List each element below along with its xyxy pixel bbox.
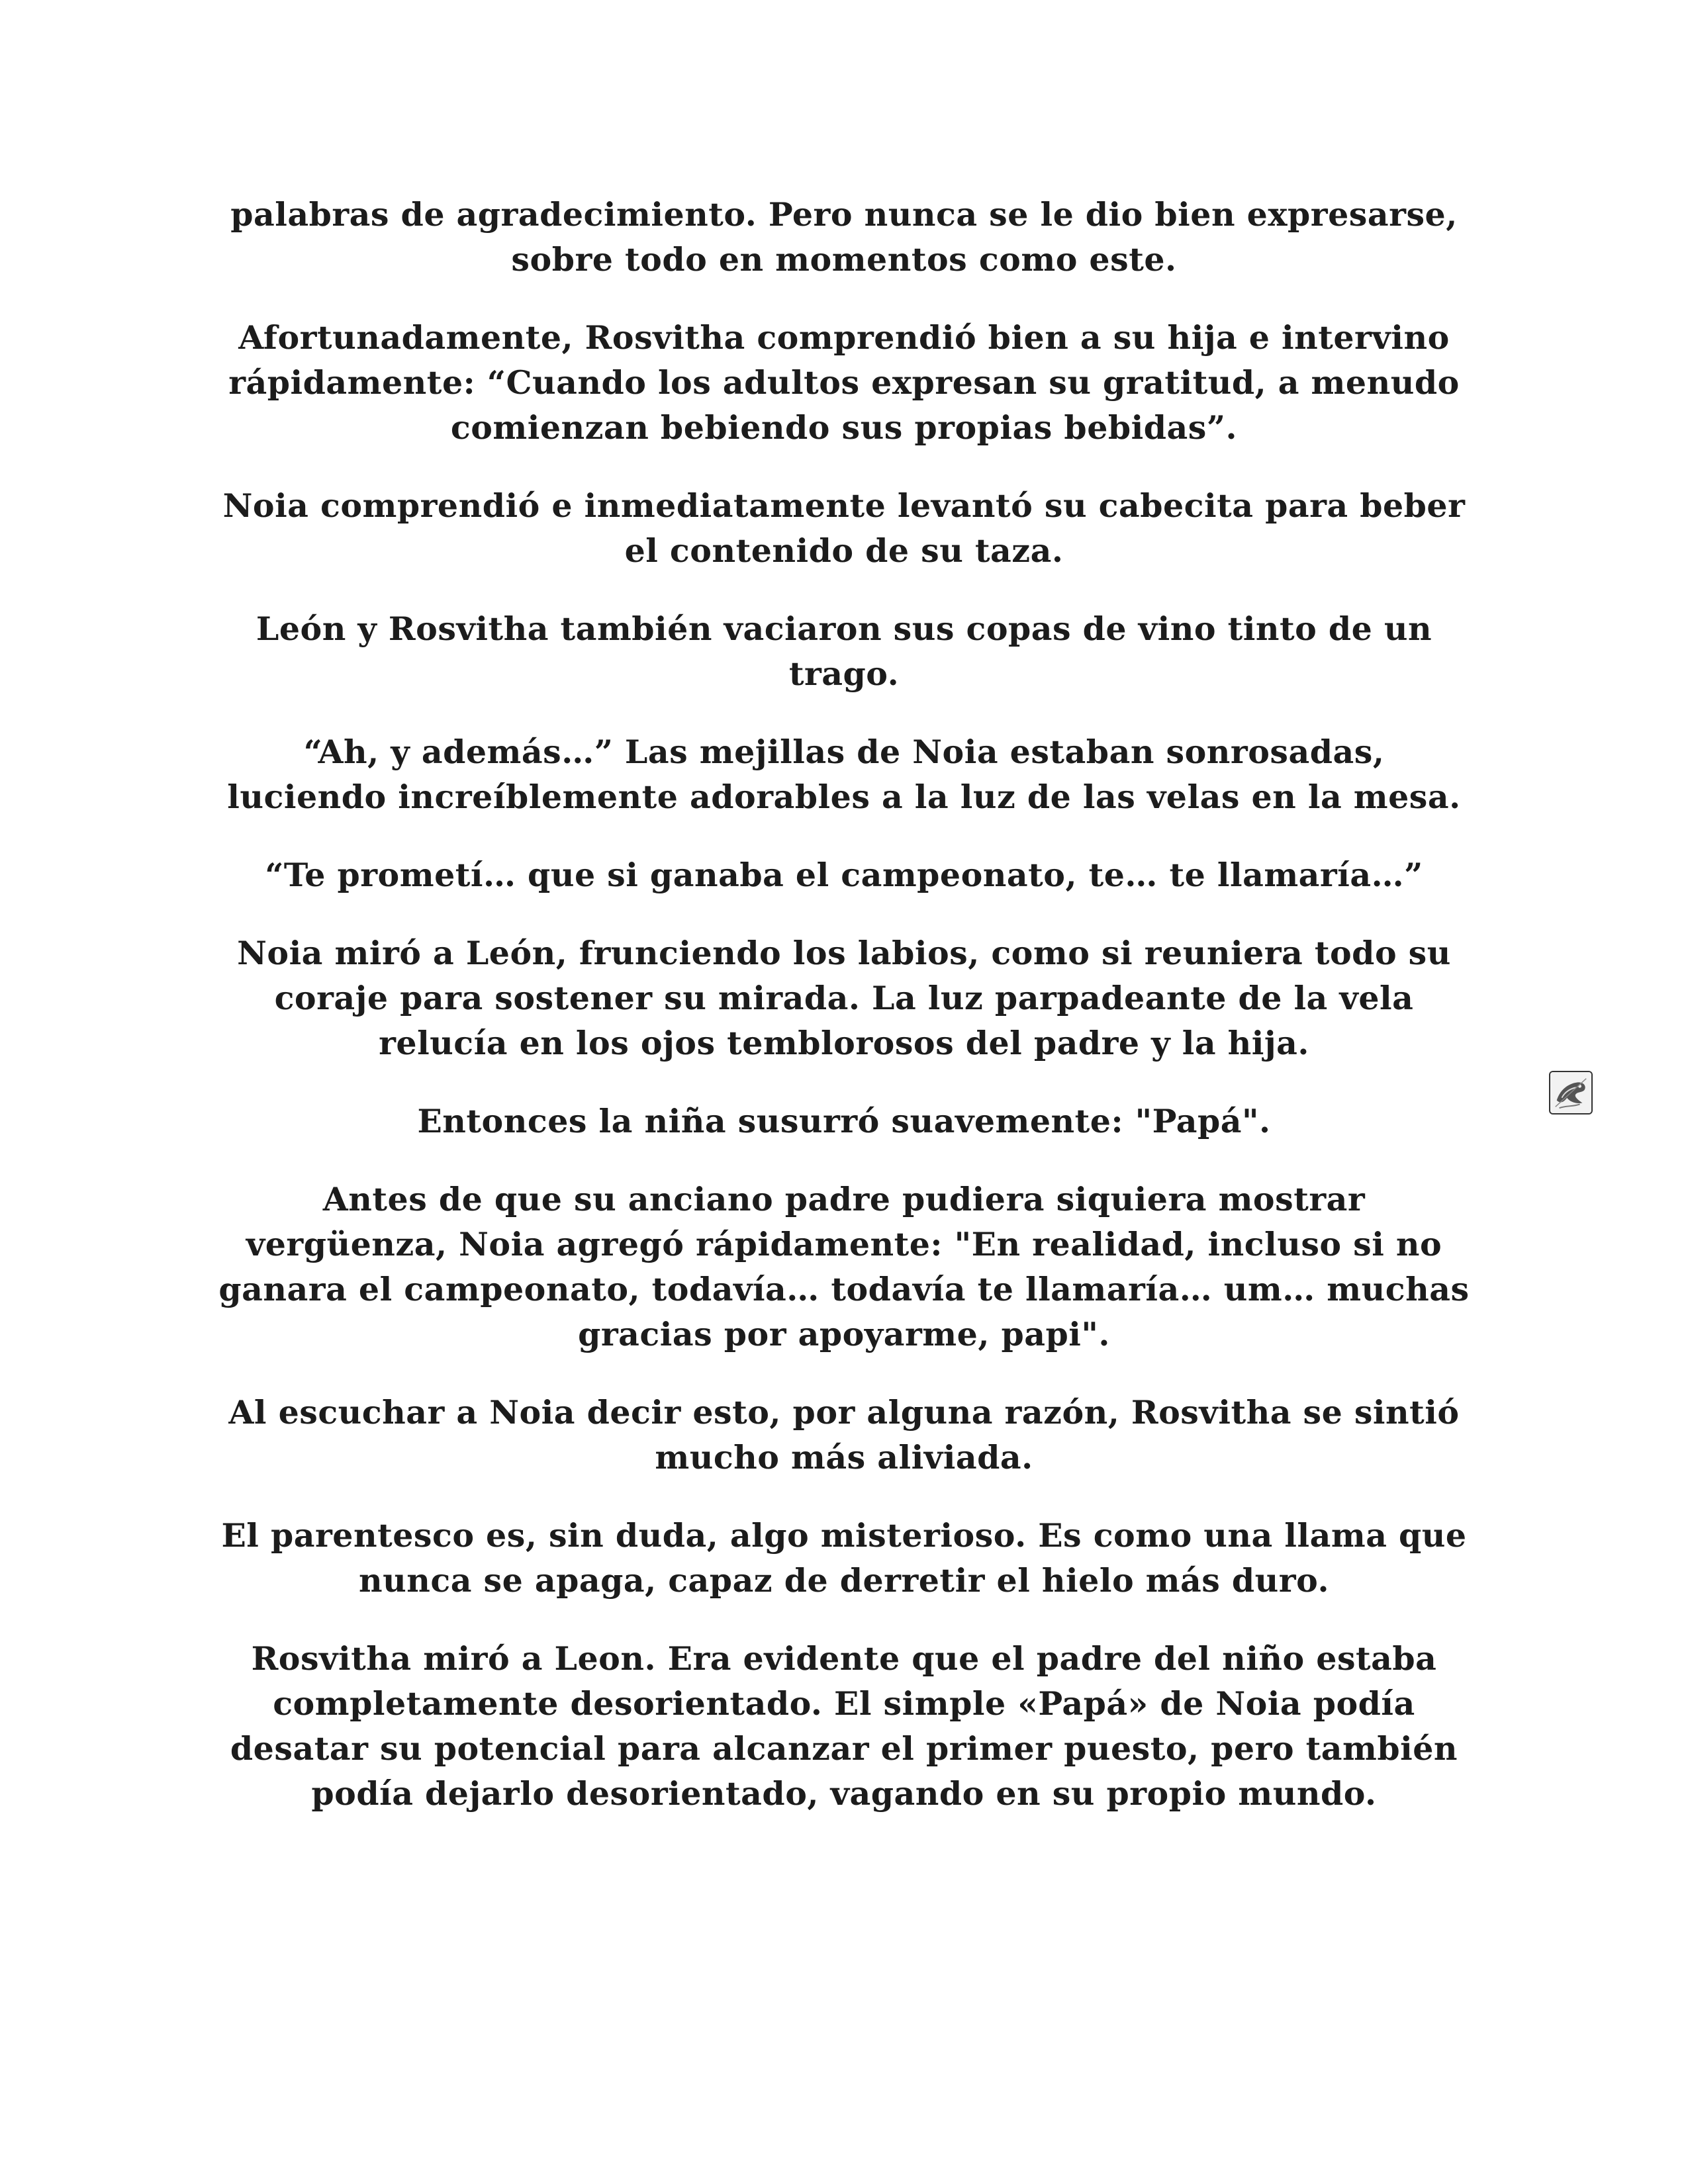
paragraph-1: palabras de agradecimiento. Pero nunca se le dio bien expresarse, sobre todo en momentos como este. xyxy=(230,195,1458,279)
paragraph-8: Entonces la niña susurró suavemente: "Papá". xyxy=(417,1102,1271,1140)
dragon-logo-icon xyxy=(1549,1071,1593,1115)
paragraph-4: León y Rosvitha también vaciaron sus copas de vino tinto de un trago. xyxy=(256,610,1432,693)
paragraph-12: Rosvitha miró a Leon. Era evidente que el padre del niño estaba completamente desorientado. El simple «Papá» de Noia podía desatar su potencial para alcanzar el primer puesto, pero también podía dejarlo desorientado, vagando en su propio mundo. xyxy=(230,1639,1458,1813)
paragraph-2: Afortunadamente, Rosvitha comprendió bien a su hija e intervino rápidamente: “Cuando los adultos expresan su gratitud, a menudo comienzan bebiendo sus propias bebidas”. xyxy=(228,318,1460,447)
paragraph-9: Antes de que su anciano padre pudiera siquiera mostrar vergüenza, Noia agregó rápidamente: "En realidad, incluso si no ganara el campeonato, todavía… todavía te llamaría… um… muchas gracias por apoyarme, papi". xyxy=(218,1180,1470,1353)
document-body xyxy=(218,192,1470,1816)
paragraph-6: “Te prometí… que si ganaba el campeonato, te… te llamaría…” xyxy=(265,856,1423,894)
paragraph-5: “Ah, y además…” Las mejillas de Noia estaban sonrosadas, luciendo increíblemente adorables a la luz de las velas en la mesa. xyxy=(227,733,1461,816)
paragraph-11: El parentesco es, sin duda, algo misterioso. Es como una llama que nunca se apaga, capaz de derretir el hielo más duro. xyxy=(221,1516,1467,1600)
paragraph-10: Al escuchar a Noia decir esto, por alguna razón, Rosvitha se sintió mucho más aliviada. xyxy=(228,1393,1460,1477)
paragraph-7: Noia miró a León, frunciendo los labios, como si reuniera todo su coraje para sostener su mirada. La luz parpadeante de la vela relucía en los ojos temblorosos del padre y la hija. xyxy=(237,934,1451,1062)
paragraph-3: Noia comprendió e inmediatamente levantó su cabecita para beber el contenido de su taza. xyxy=(222,486,1466,570)
